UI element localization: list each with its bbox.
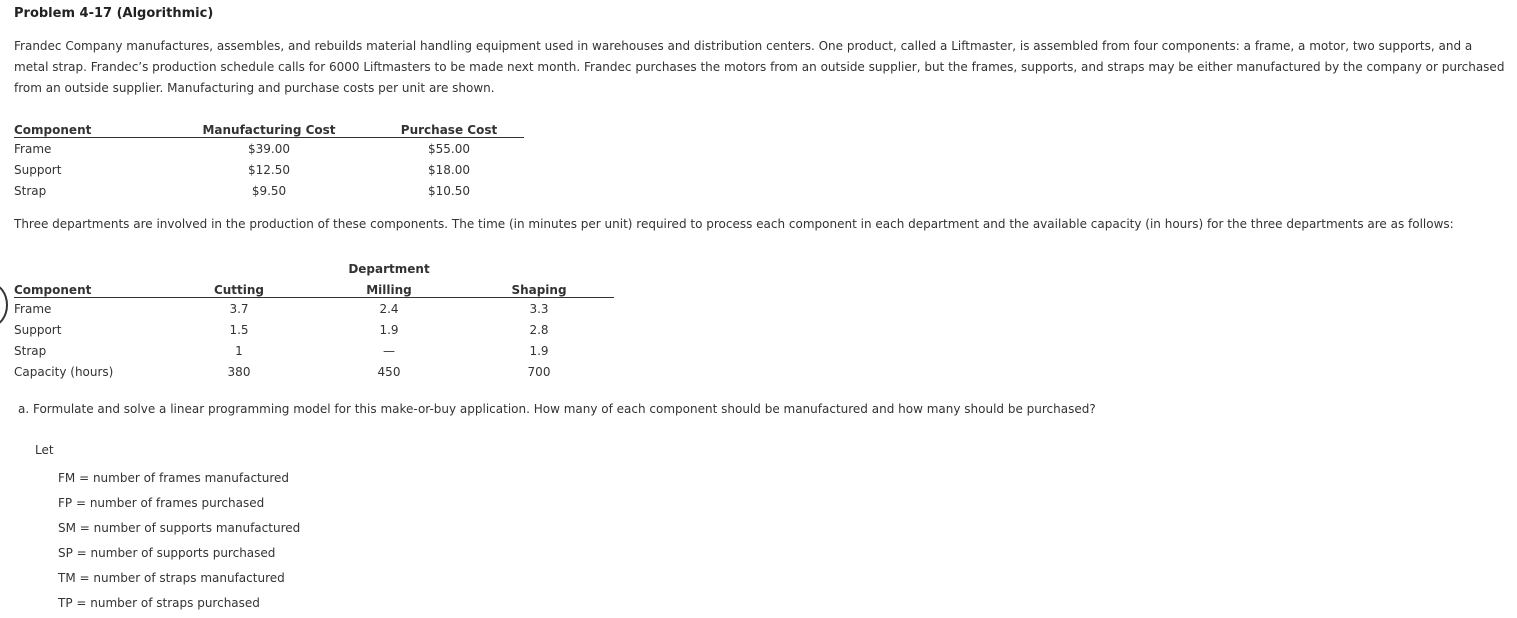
dept-cell-milling: 450	[377, 364, 401, 379]
dept-cell-component: Strap	[14, 343, 47, 358]
table-row	[14, 298, 614, 320]
dept-cell-cutting: 1.5	[229, 322, 249, 337]
table-row	[14, 340, 614, 361]
dept-cell-component: Support	[14, 322, 62, 337]
cost-cell-manufacturing: $9.50	[251, 183, 287, 198]
problem-intro: Frandec Company manufactures, assembles, and rebuilds material handling equipment used in warehouses and distribution centers. One product, called a Liftmaster, is assembled from four components: a frame, a motor, two supports, and a metal strap. Frandec’s production schedule calls for 6000 Liftmasters to be made next month. Frandec purchases the motors from an outside supplier, but the frames, supports, and straps may be either manufactured by the company or purchased from an outside supplier. Manufacturing and purchase costs per unit are shown.	[14, 39, 1505, 95]
cost-cell-manufacturing: $39.00	[248, 141, 290, 156]
dept-cell-shaping: 2.8	[529, 322, 549, 337]
dept-header-cutting: Cutting	[164, 276, 314, 298]
dept-cell-milling: —	[383, 343, 395, 358]
department-table	[14, 255, 614, 382]
list-item: FP = number of frames purchased	[58, 496, 265, 510]
cost-cell-component: Support	[14, 162, 62, 177]
dept-header-milling: Milling	[314, 276, 464, 298]
table-row	[14, 319, 614, 340]
department-group-header-row	[14, 255, 614, 276]
dept-cell-component: Frame	[14, 301, 52, 316]
cost-cell-purchase: $10.50	[428, 183, 470, 198]
cost-header-manufacturing: Manufacturing Cost	[164, 116, 374, 138]
dept-header-component: Component	[14, 276, 164, 298]
dept-cell-cutting: 3.7	[229, 301, 249, 316]
cost-cell-manufacturing: $12.50	[248, 162, 290, 177]
list-item: TP = number of straps purchased	[58, 596, 260, 610]
dept-cell-cutting: 380	[227, 364, 251, 379]
cost-header-purchase: Purchase Cost	[374, 116, 524, 138]
selection-circle-marker	[0, 283, 8, 327]
let-label: Let	[35, 443, 54, 457]
cost-cell-component: Strap	[14, 183, 47, 198]
cost-cell-purchase: $55.00	[428, 141, 470, 156]
department-group-header: Department	[348, 262, 430, 276]
list-item: FM = number of frames manufactured	[58, 471, 290, 485]
dept-cell-milling: 1.9	[379, 322, 399, 337]
cost-cell-component: Frame	[14, 141, 52, 156]
variable-list	[58, 468, 300, 618]
dept-cell-component: Capacity (hours)	[14, 364, 114, 379]
cost-table-header	[14, 116, 524, 138]
list-item: SP = number of supports purchased	[58, 546, 276, 560]
dept-header-shaping: Shaping	[464, 276, 614, 298]
list-item: SM = number of supports manufactured	[58, 521, 301, 535]
dept-cell-cutting: 1	[235, 343, 243, 358]
cost-header-component: Component	[14, 116, 164, 138]
table-row	[14, 361, 614, 382]
dept-cell-shaping: 1.9	[529, 343, 549, 358]
dept-cell-milling: 2.4	[379, 301, 399, 316]
problem-title: Problem 4-17 (Algorithmic)	[14, 6, 214, 21]
department-table-header	[14, 276, 614, 298]
table-row	[14, 138, 524, 160]
question-a: a. Formulate and solve a linear programming model for this make-or-buy application. How many of each component should be manufactured and how many should be purchased?	[18, 402, 1096, 416]
cost-table	[14, 116, 524, 201]
list-item: TM = number of straps manufactured	[58, 571, 285, 585]
table-row	[14, 159, 524, 180]
cost-cell-purchase: $18.00	[428, 162, 470, 177]
departments-intro: Three departments are involved in the production of these components. The time (in minutes per unit) required to process each component in each department and the available capacity (in hours) for the three departments are as follows:	[14, 217, 1454, 231]
table-row	[14, 180, 524, 201]
dept-cell-shaping: 700	[527, 364, 551, 379]
dept-cell-shaping: 3.3	[529, 301, 549, 316]
